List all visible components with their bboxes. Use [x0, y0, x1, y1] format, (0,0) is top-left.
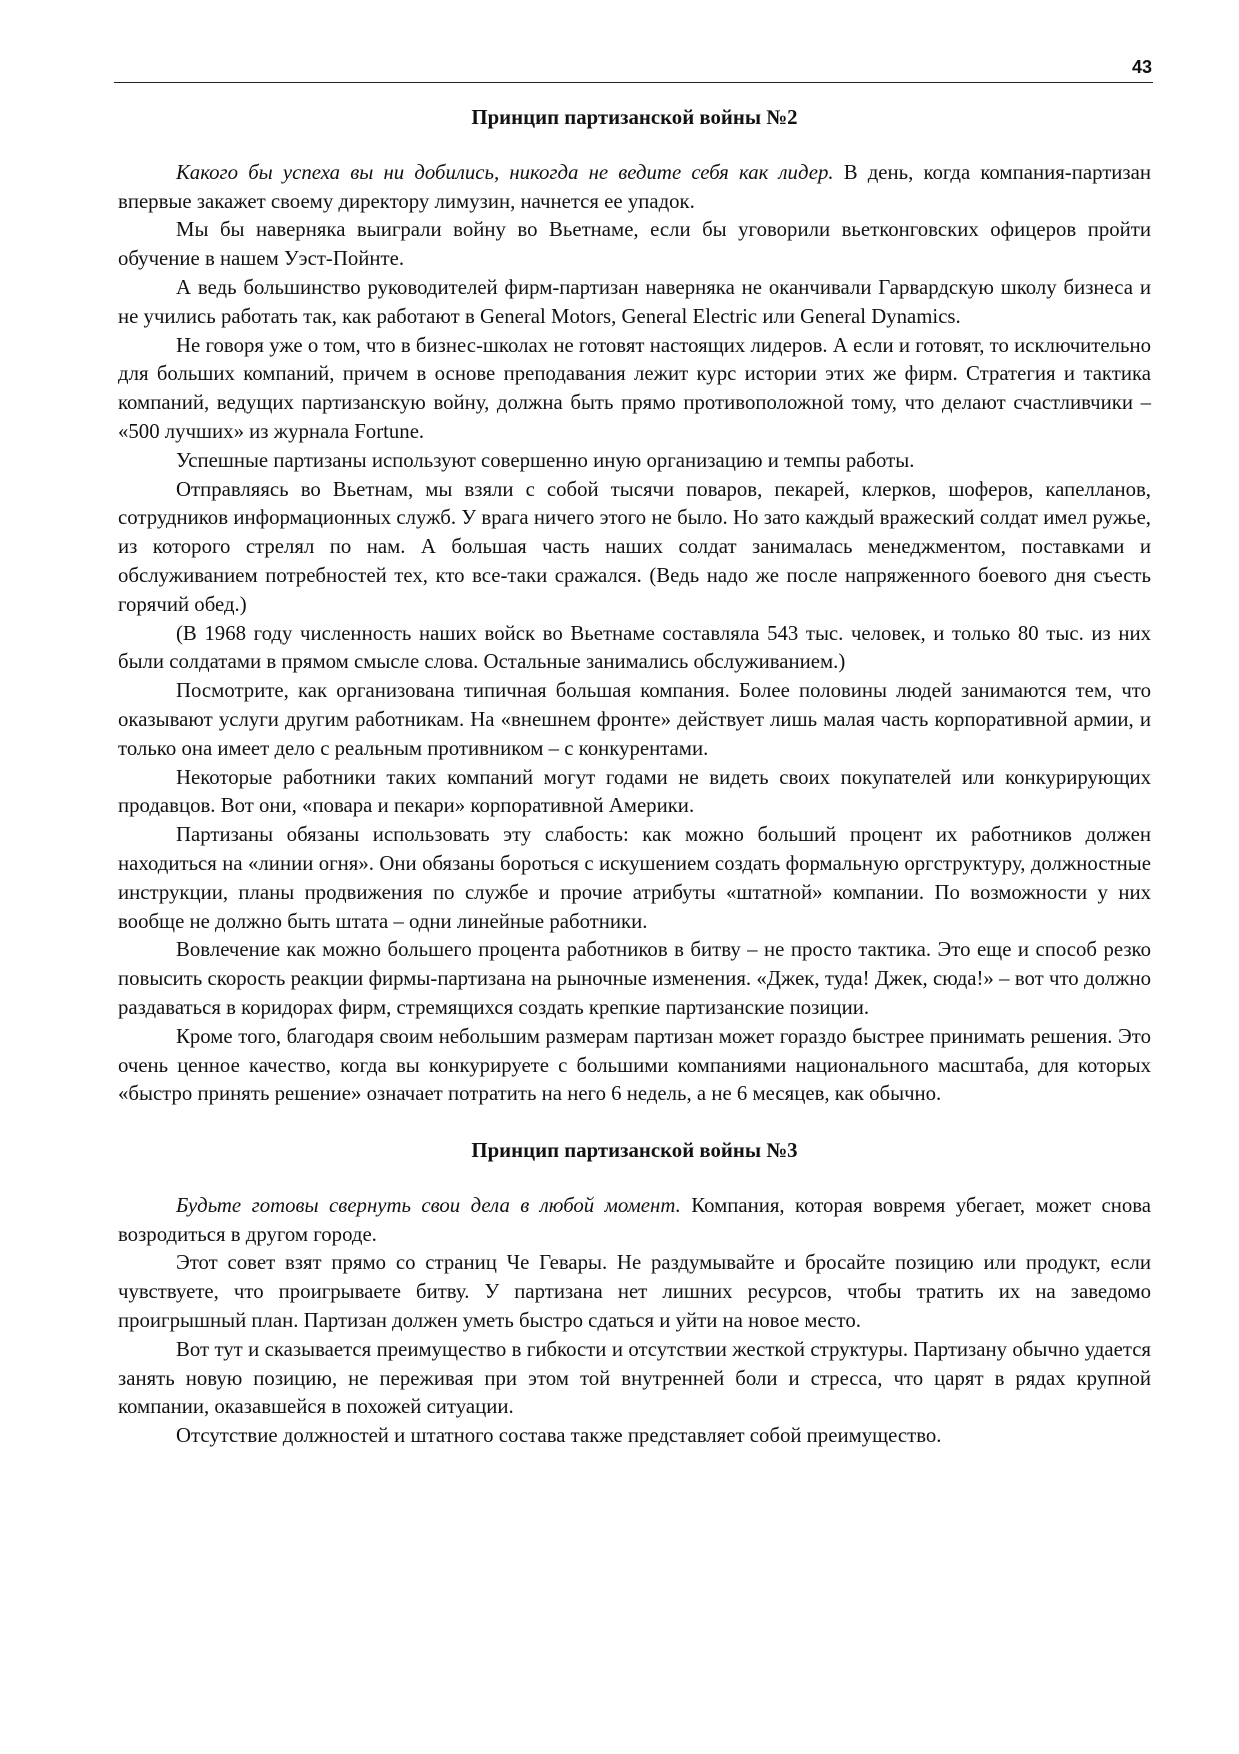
paragraph-lead: Какого бы успеха вы ни добились, никогда не ведите себя как лидер. [176, 160, 834, 184]
paragraph [118, 1192, 1151, 1250]
section-principle-2 [118, 159, 1151, 1109]
paragraph-text: А ведь большинство руководителей фирм-партизан наверняка не оканчивали Гарвардскую школу бизнеса и не учились работать так, как работают в General Motors, General Electric или General Dynamics. [118, 275, 1151, 328]
paragraph [118, 677, 1151, 763]
paragraph-text: Вот тут и сказывается преимущество в гибкости и отсутствии жесткой структуры. Партизану обычно удается занять новую позицию, не переживая при этом той внутренней боли и стресса, что царят в рядах крупной компании, оказавшейся в похожей ситуации. [118, 1337, 1151, 1419]
paragraph [118, 1023, 1151, 1109]
paragraph-text: Отсутствие должностей и штатного состава также представляет собой преимущество. [176, 1424, 942, 1448]
paragraph [118, 216, 1151, 274]
paragraph-text: Не говоря уже о том, что в бизнес-школах не готовят настоящих лидеров. А если и готовят, то исключительно для больших компаний, причем в основе преподавания лежит курс истории этих же фирм. Стратегия и тактика компаний, ведущих партизанскую войну, должна быть прямо противоположной тому, что делают счастливчики – «500 лучших» из журнала Fortune. [118, 333, 1151, 443]
paragraph [118, 936, 1151, 1022]
page-content [118, 104, 1151, 1451]
paragraph [118, 1336, 1151, 1422]
paragraph [118, 159, 1151, 217]
paragraph [118, 1422, 1151, 1451]
paragraph-text: Вовлечение как можно большего процента работников в битву – не просто тактика. Это еще и способ резко повысить скорость реакции фирмы-партизана на рыночные изменения. «Джек, туда! Джек, сюда!» – вот что должно раздаваться в коридорах фирм, стремящихся создать крепкие партизанские позиции. [118, 938, 1151, 1019]
paragraph-text: (В 1968 году численность наших войск во Вьетнаме составляла 543 тыс. человек, и только 80 тыс. из них были солдатами в прямом смысле слова. Остальные занимались обслуживанием.) [118, 621, 1151, 674]
paragraph-text: Мы бы наверняка выиграли войну во Вьетнаме, если бы уговорили вьетконговских офицеров пройти обучение в нашем Уэст-Пойнте. [118, 218, 1151, 271]
paragraph [118, 332, 1151, 447]
paragraph [118, 764, 1151, 822]
paragraph-text: Компания, которая вовремя убегает, может снова возродиться в другом городе. [118, 1193, 1151, 1246]
paragraph-text: Успешные партизаны используют совершенно иную организацию и темпы работы. [176, 448, 915, 472]
section-heading-principle-2: Принцип партизанской войны №2 [471, 106, 798, 129]
paragraph-text: Партизаны обязаны использовать эту слабость: как можно больший процент их работников должен находиться на «линии огня». Они обязаны бороться с искушением создать формальную оргструктуру, должностные инструкции, планы продвижения по службе и прочие атрибуты «штатной» компании. По возможности у них вообще не должно быть штата – одни линейные работники. [118, 823, 1151, 933]
header-rule [114, 82, 1153, 83]
page-number: 43 [1131, 57, 1152, 77]
paragraph [118, 476, 1151, 620]
paragraph-text: Отправляясь во Вьетнам, мы взяли с собой тысячи поваров, пекарей, клерков, шоферов, капелланов, сотрудников информационных служб. У врага ничего этого не было. Но зато каждый вражеский солдат имел ружье, из которого стрелял по нам. А большая часть наших солдат занималась менеджментом, поставками и обслуживанием потребностей тех, кто все-таки сражался. (Ведь надо же после напряженного боевого дня съесть горячий обед.) [118, 477, 1151, 616]
paragraph [118, 447, 1151, 476]
paragraph [118, 821, 1151, 936]
paragraph-text: Некоторые работники таких компаний могут годами не видеть своих покупателей или конкурирующих продавцов. Вот они, «повара и пекари» корпоративной Америки. [118, 765, 1151, 818]
paragraph [118, 620, 1151, 678]
paragraph-text: Этот совет взят прямо со страниц Че Гевары. Не раздумывайте и бросайте позицию или продукт, если чувствуете, что проигрываете битву. У партизана нет лишних ресурсов, чтобы тратить их на заведомо проигрышный план. Партизан должен уметь быстро сдаться и уйти на новое место. [118, 1251, 1151, 1333]
paragraph-text: В день, когда компания-партизан впервые закажет своему директору лимузин, начнется ее упадок. [118, 160, 1151, 213]
paragraph [118, 1249, 1151, 1335]
paragraph-text: Посмотрите, как организована типичная большая компания. Более половины людей занимаются тем, что оказывают услуги другим работникам. На «внешнем фронте» действует лишь малая часть корпоративной армии, и только она имеет дело с реальным противником – с конкурентами. [118, 679, 1151, 760]
paragraph-text: Кроме того, благодаря своим небольшим размерам партизан может гораздо быстрее принимать решения. Это очень ценное качество, когда вы конкурируете с большими компаниями национального масштаба, для которых «быстро принять решение» означает потратить на него 6 недель, а не 6 месяцев, как обычно. [118, 1024, 1151, 1106]
paragraph [118, 274, 1151, 332]
section-heading-principle-3: Принцип партизанской войны №3 [471, 1139, 798, 1163]
section-principle-3 [118, 1192, 1151, 1451]
paragraph-lead: Будьте готовы свернуть свои дела в любой момент. [176, 1193, 681, 1217]
